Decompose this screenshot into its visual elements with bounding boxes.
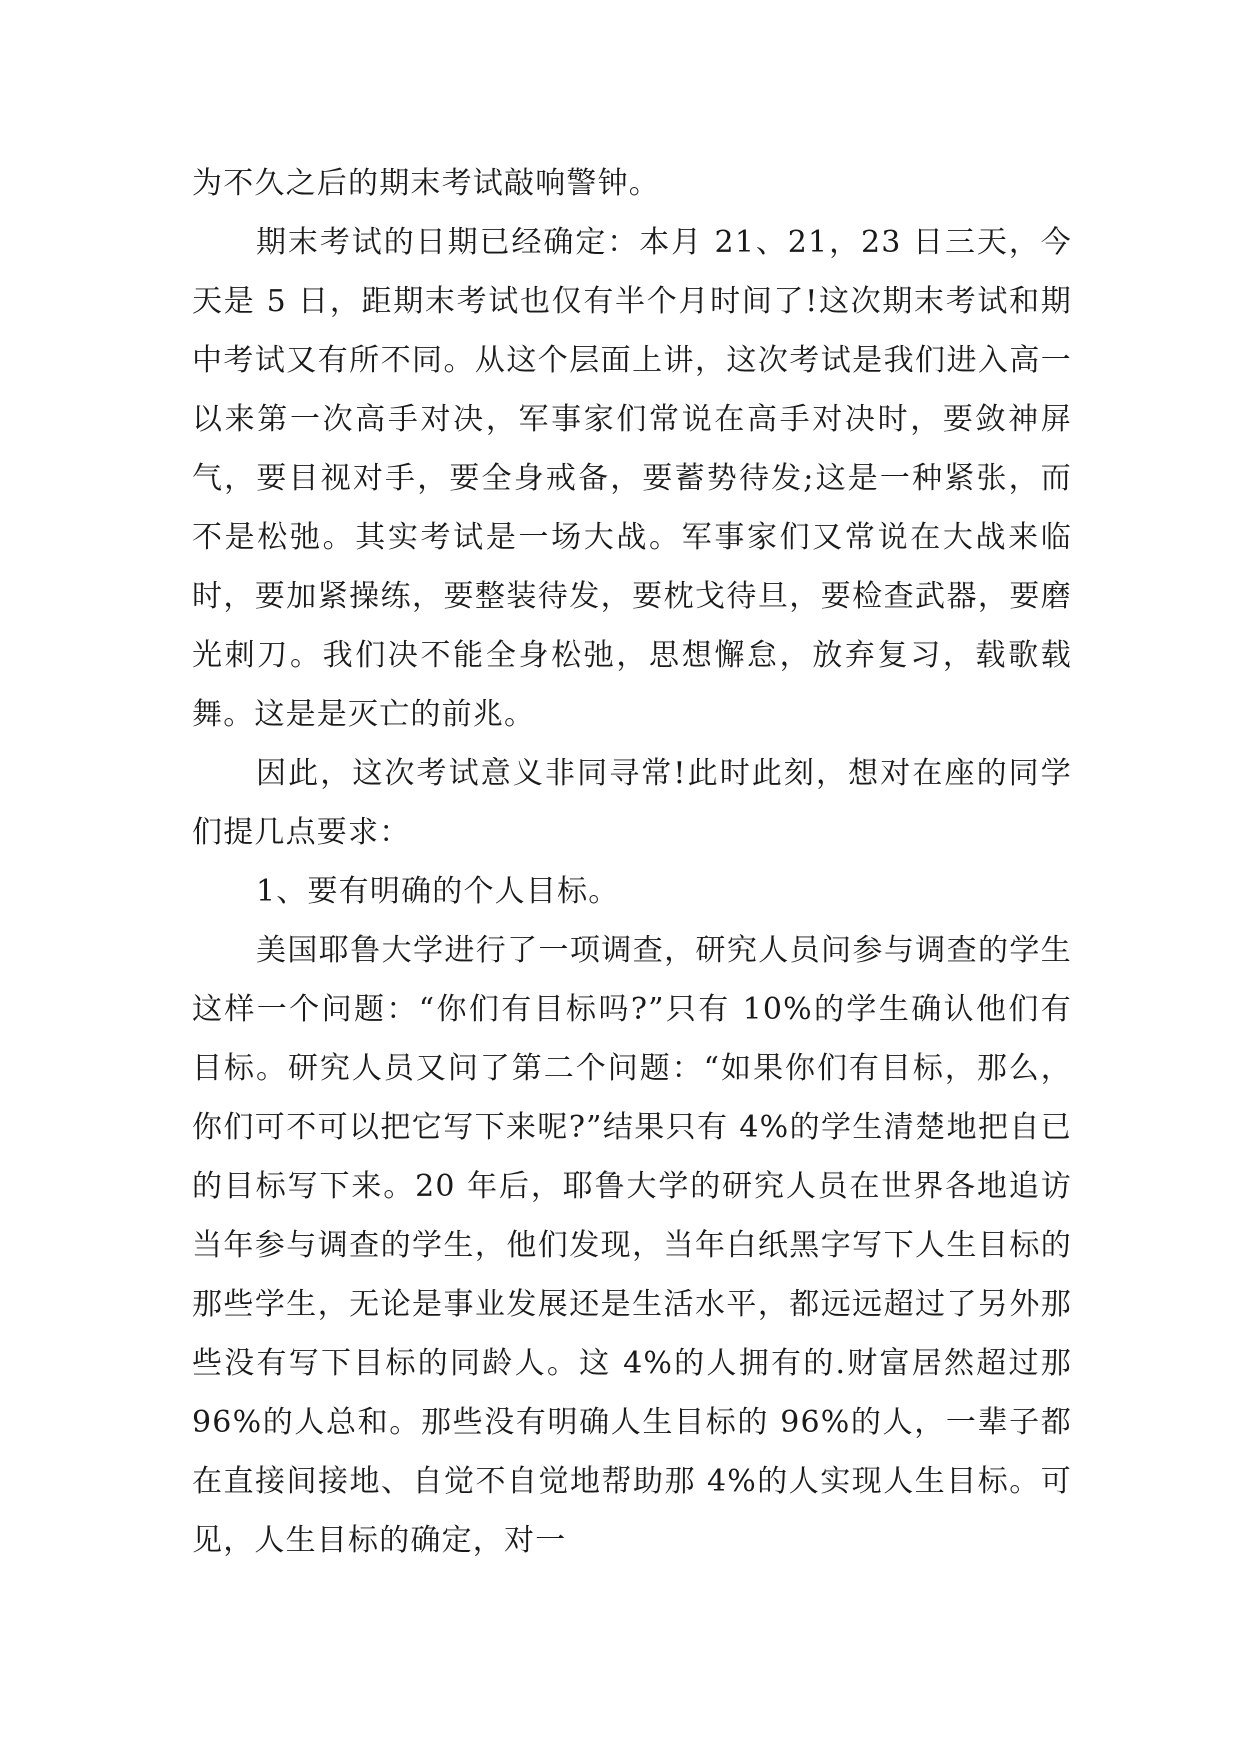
document-body bbox=[192, 154, 1072, 1570]
paragraph-1: 为不久之后的期末考试敲响警钟。 bbox=[192, 166, 660, 201]
paragraph-3: 因此，这次考试意义非同寻常!此时此刻，想对在座的同学们提几点要求： bbox=[192, 756, 1072, 850]
paragraph-4-heading: 1、要有明确的个人目标。 bbox=[256, 874, 620, 909]
paragraph-5: 美国耶鲁大学进行了一项调查，研究人员问参与调查的学生这样一个问题：“你们有目标吗?”只有 10%的学生确认他们有目标。研究人员又问了第二个问题：“如果你们有目标，那么，你们可不可以把它写下来呢?”结果只有 4%的学生清楚地把自已的目标写下来。20 年后，耶鲁大学的研究人员在世界各地追访当年参与调查的学生，他们发现，当年白纸黑字写下人生目标的那些学生，无论是事业发展还是生活水平，都远远超过了另外那些没有写下目标的同龄人。这 4%的人拥有的.财富居然超过那 96%的人总和。那些没有明确人生目标的 96%的人，一辈子都在直接间接地、自觉不自觉地帮助那 4%的人实现人生目标。可见，人生目标的确定，对一 bbox=[192, 933, 1072, 1558]
paragraph-2: 期末考试的日期已经确定：本月 21、21，23 日三天，今天是 5 日，距期末考试也仅有半个月时间了!这次期末考试和期中考试又有所不同。从这个层面上讲，这次考试是我们进入高一以来第一次高手对决，军事家们常说在高手对决时，要敛神屏气，要目视对手，要全身戒备，要蓄势待发;这是一种紧张，而不是松弛。其实考试是一场大战。军事家们又常说在大战来临时，要加紧操练，要整装待发，要枕戈待旦，要检查武器，要磨光刺刀。我们决不能全身松弛，思想懈怠，放弃复习，载歌载舞。这是是灭亡的前兆。 bbox=[192, 225, 1072, 732]
